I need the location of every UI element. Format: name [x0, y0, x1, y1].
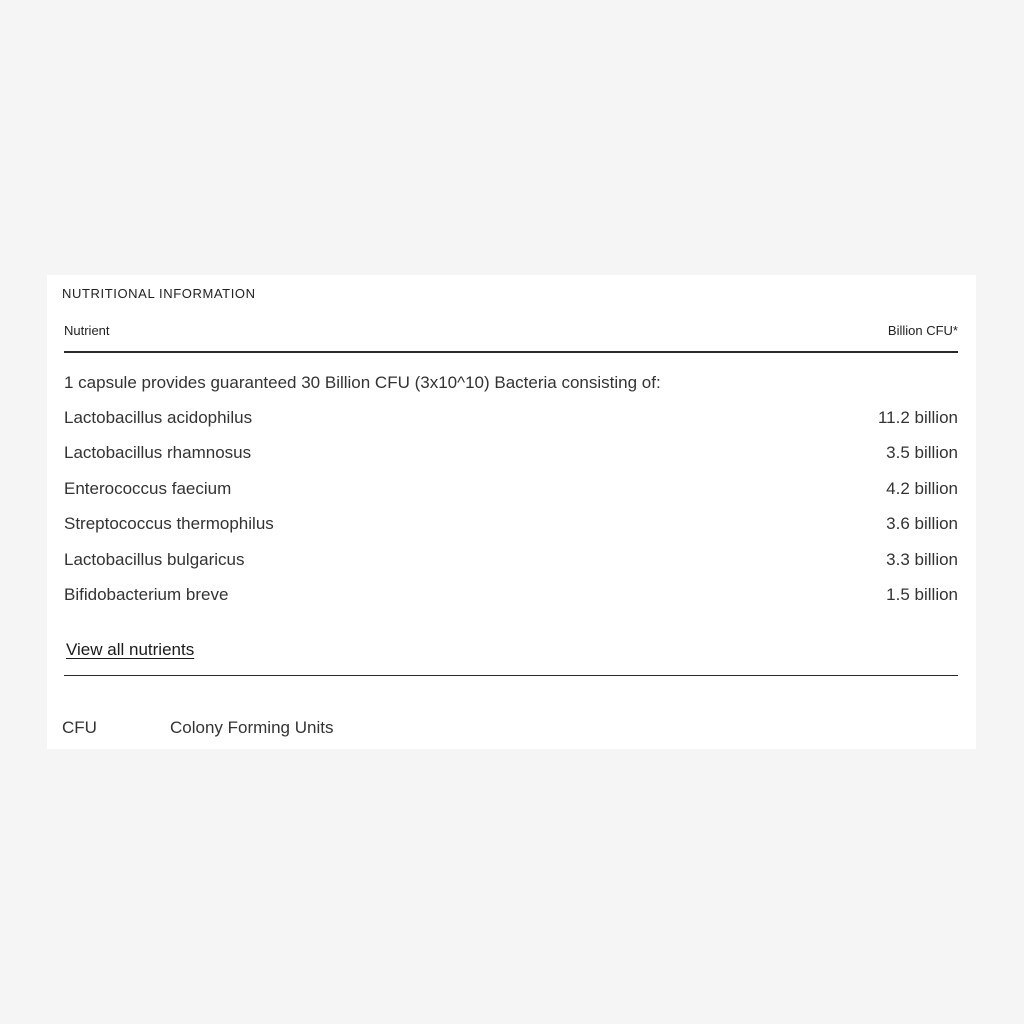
- footer-divider: [64, 675, 958, 676]
- table-row: [64, 585, 958, 620]
- table-row: [64, 514, 958, 549]
- table-intro-text: 1 capsule provides guaranteed 30 Billion CFU (3x10^10) Bacteria consisting of:: [64, 373, 661, 392]
- table-row: [64, 479, 958, 514]
- nutrient-name: Enterococcus faecium: [64, 478, 232, 498]
- table-row: [64, 408, 958, 443]
- nutrient-amount: 11.2 billion: [877, 408, 958, 427]
- table-row: [64, 443, 958, 478]
- table-row: [64, 550, 958, 585]
- nutrient-name: Bifidobacterium breve: [64, 584, 229, 604]
- nutrient-name: Lactobacillus acidophilus: [64, 408, 253, 427]
- nutrient-amount: 3.6 billion: [886, 514, 958, 534]
- legend-abbreviation: CFU: [62, 718, 97, 737]
- nutrient-name: Lactobacillus rhamnosus: [64, 443, 252, 463]
- nutrient-name: Lactobacillus bulgaricus: [64, 549, 245, 569]
- nutrition-panel: [47, 275, 976, 749]
- nutrient-amount: 3.5 billion: [886, 443, 958, 463]
- header-divider: [64, 351, 958, 353]
- view-all-nutrients-link[interactable]: View all nutrients: [66, 640, 195, 659]
- legend-definition: Colony Forming Units: [170, 718, 334, 737]
- nutrient-name: Streptococcus thermophilus: [64, 514, 274, 534]
- nutrient-rows: [64, 408, 958, 620]
- nutrient-amount: 3.3 billion: [886, 549, 958, 569]
- section-title: NUTRITIONAL INFORMATION: [62, 286, 256, 301]
- nutrient-amount: 4.2 billion: [886, 478, 958, 498]
- nutrient-amount: 1.5 billion: [886, 584, 958, 604]
- nutrient-column-header: Nutrient: [64, 323, 110, 338]
- cfu-column-header: Billion CFU*: [887, 323, 958, 338]
